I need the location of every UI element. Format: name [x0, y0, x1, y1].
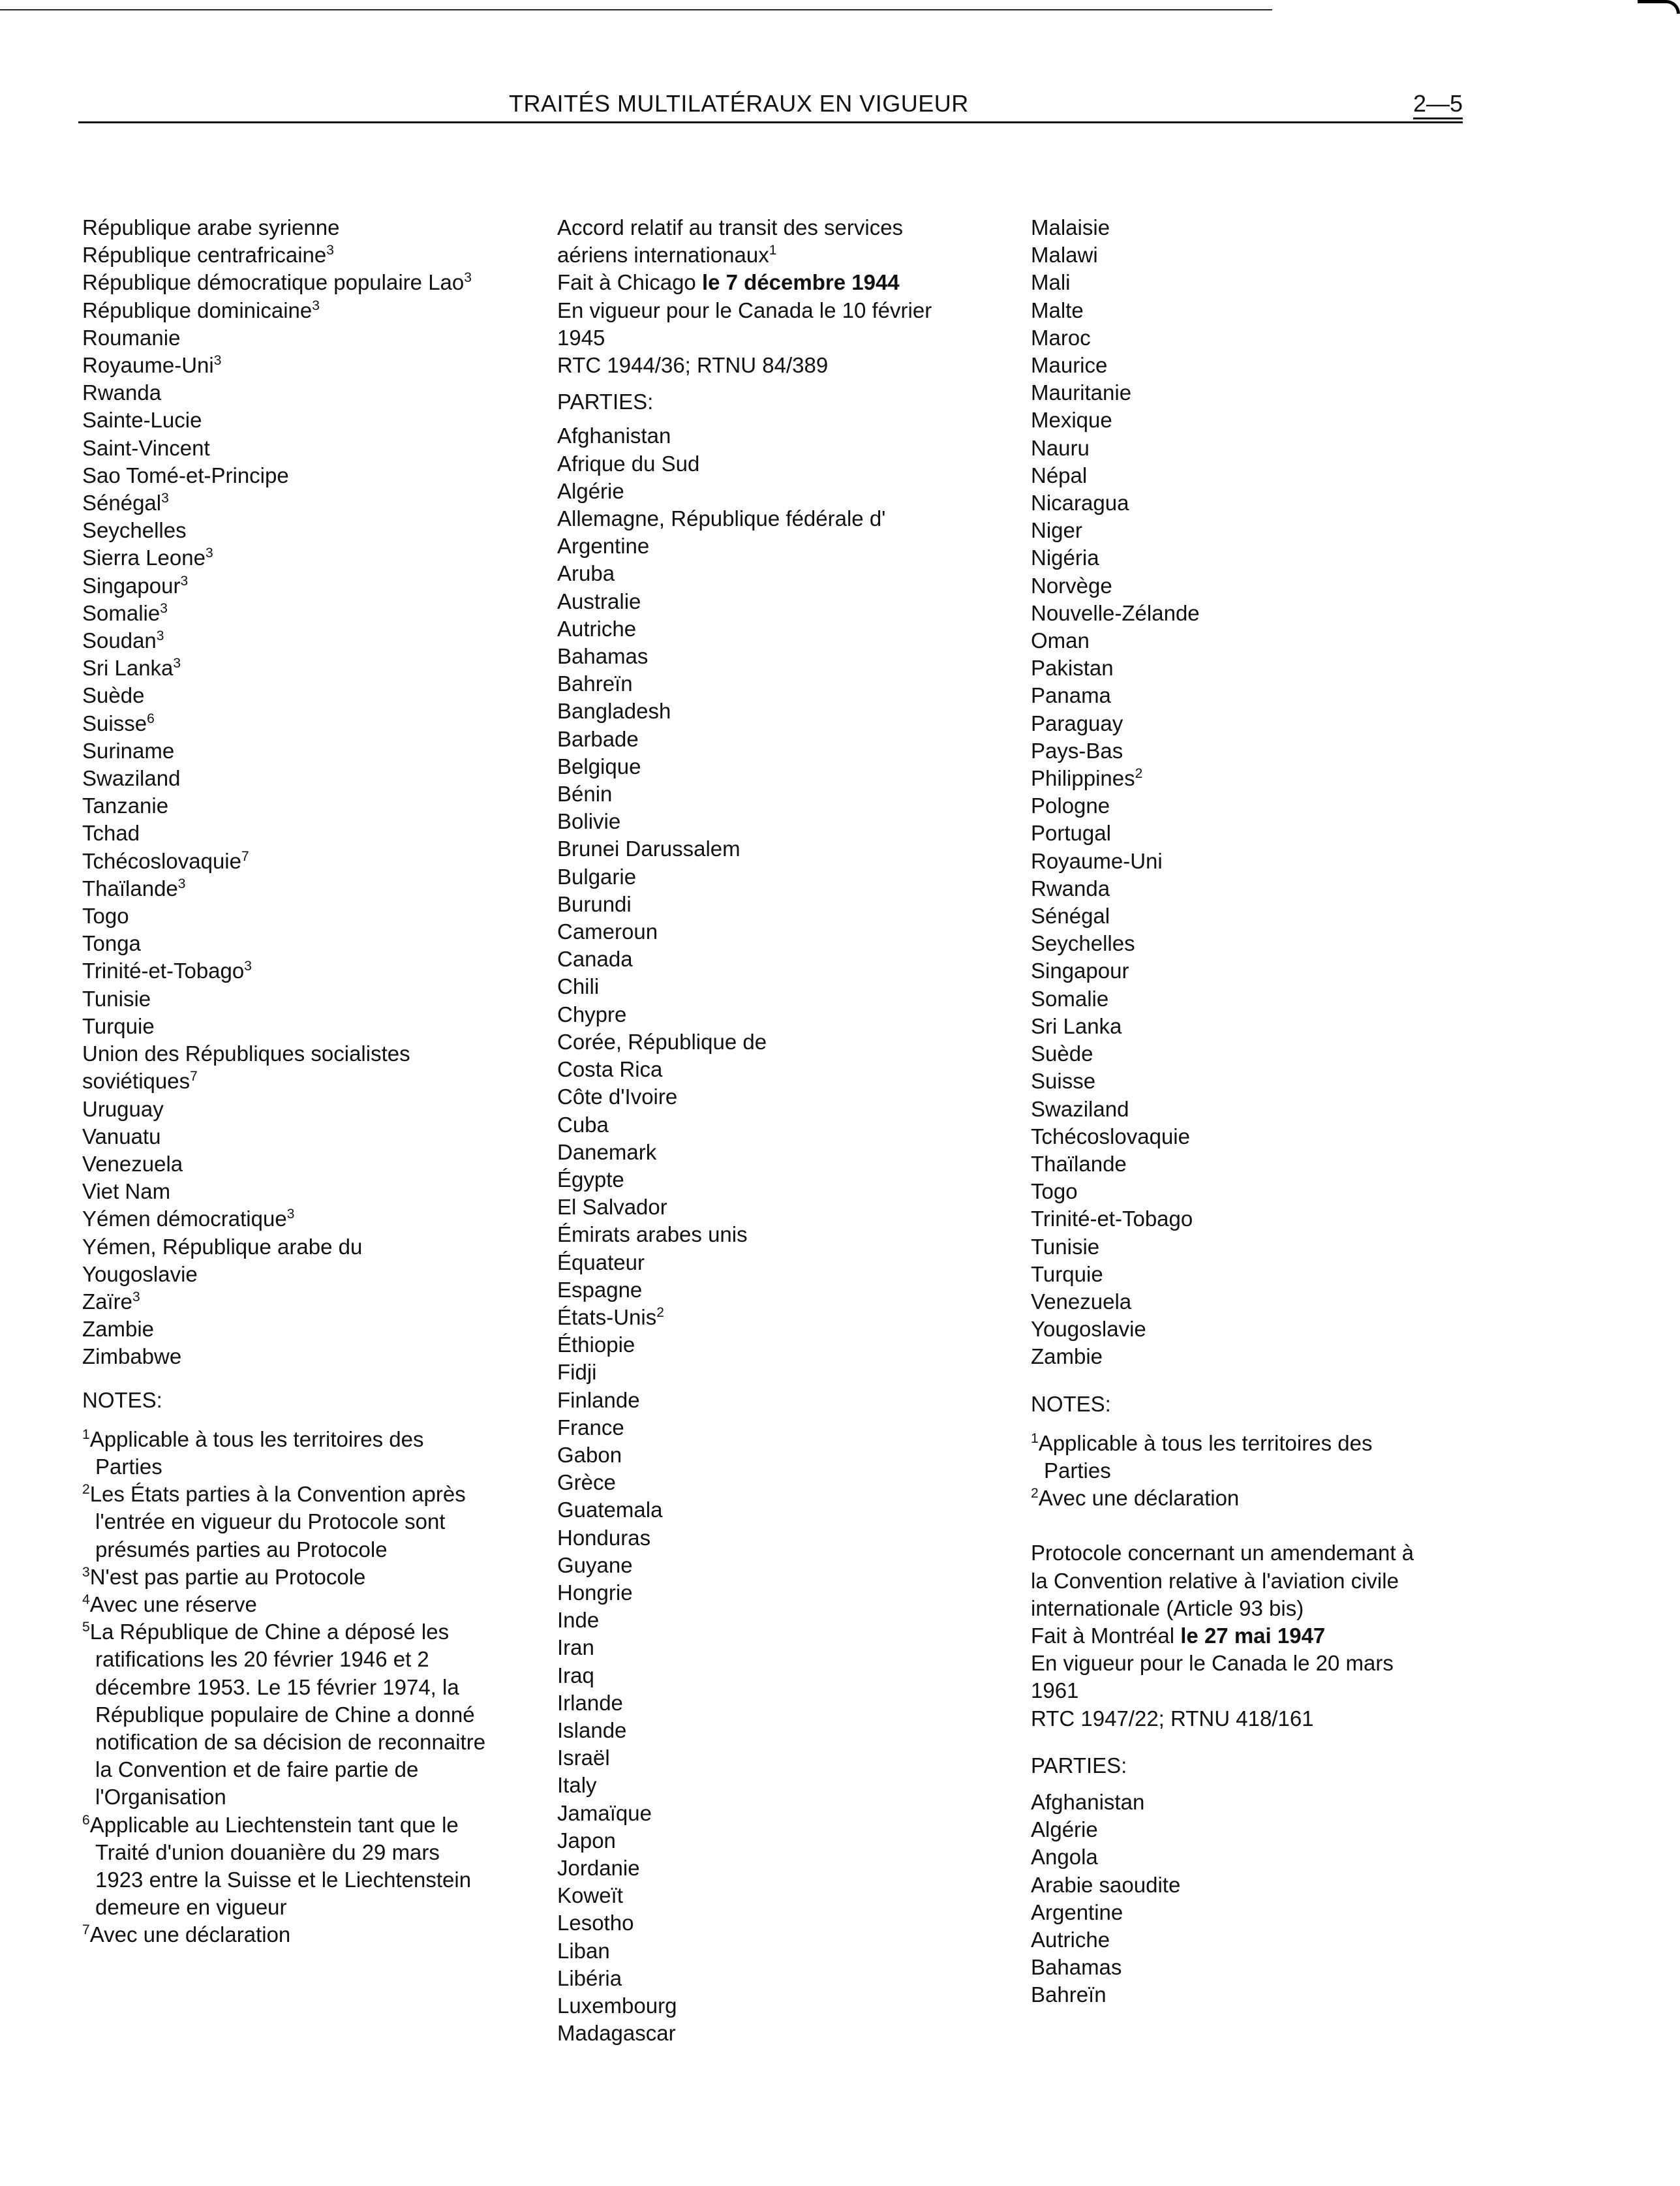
protocol-title: Protocole concernant un amendemant à [1031, 1541, 1414, 1565]
party-item: Inde [557, 1608, 600, 1633]
notes-left [82, 1426, 539, 1949]
footnote-line: Parties [1044, 1458, 1111, 1483]
party-item: Yougoslavie [1031, 1317, 1146, 1342]
party-item: Bahreïn [1031, 1982, 1107, 2007]
party-item: Lesotho [557, 1911, 634, 1935]
party-item: Portugal [1031, 821, 1111, 846]
footnote-line: $^3$N'est pas partie au Protocole [82, 1564, 366, 1589]
party-list-left [82, 214, 539, 1371]
party-item: Sri Lanka$^3$ [82, 656, 181, 681]
party-item: Soudan$^3$ [82, 628, 164, 653]
party-item: République centrafricaine$^3$ [82, 243, 334, 268]
party-item: Canada [557, 947, 633, 972]
party-item: Somalie$^3$ [82, 600, 168, 625]
party-list-middle [557, 422, 1014, 2047]
party-item: Danemark [557, 1139, 657, 1164]
party-item: Mauritanie [1031, 380, 1132, 405]
party-item: Nigéria [1031, 546, 1099, 570]
party-item: Afghanistan [557, 423, 671, 448]
party-item: Niger [1031, 518, 1082, 543]
party-item: Yémen, République arabe du [82, 1234, 363, 1259]
protocol-party-list [1031, 1789, 1488, 2009]
party-item: Algérie [1031, 1817, 1098, 1842]
party-item: Togo [82, 904, 129, 929]
party-item: Uruguay [82, 1096, 164, 1121]
protocol-title-cont2: internationale (Article 93 bis) [1031, 1595, 1304, 1620]
footnote-line: présumés parties au Protocole [95, 1537, 388, 1562]
footnote-line: $^2$Les États parties à la Convention après [82, 1482, 466, 1507]
party-item: Égypte [557, 1167, 624, 1192]
party-item: Nauru [1031, 435, 1090, 460]
party-item: Brunei Darussalem [557, 837, 741, 861]
party-item: Algérie [557, 478, 624, 503]
footnote-line: $^2$Avec une déclaration [1031, 1486, 1240, 1511]
party-item: Tonga [82, 931, 141, 956]
party-item: Union des Républiques socialistes [82, 1041, 410, 1066]
party-item: Zimbabwe [82, 1344, 182, 1369]
party-item: Thaïlande$^3$ [82, 876, 186, 901]
party-item: Israël [557, 1746, 610, 1770]
footnote-line: décembre 1953. Le 15 février 1974, la [95, 1674, 459, 1699]
party-item: Tchad [82, 821, 140, 846]
party-item: Philippines$^2$ [1031, 766, 1143, 791]
column-middle [557, 214, 1014, 2047]
party-item: Cameroun [557, 919, 658, 944]
party-item: Tunisie [1031, 1234, 1100, 1259]
party-item: Togo [1031, 1179, 1078, 1204]
party-item: Finlande [557, 1387, 640, 1412]
protocol-title-cont: la Convention relative à l'aviation civile [1031, 1568, 1399, 1593]
footnote-line: $^5$La République de Chine a déposé les [82, 1620, 450, 1644]
party-item: Malte [1031, 298, 1084, 322]
party-item: Costa Rica [557, 1057, 663, 1082]
party-item: Pakistan [1031, 656, 1114, 681]
page-title: TRAITÉS MULTILATÉRAUX EN VIGUEUR [509, 90, 969, 117]
party-item: soviétiques$^7$ [82, 1069, 198, 1094]
party-item: El Salvador [557, 1195, 667, 1220]
party-item: Sao Tomé-et-Principe [82, 463, 289, 487]
party-item: Honduras [557, 1525, 651, 1550]
party-item: Allemagne, République fédérale d' [557, 506, 886, 531]
protocol-in-force: En vigueur pour le Canada le 20 mars [1031, 1651, 1394, 1676]
party-item: Sierra Leone$^3$ [82, 546, 213, 570]
party-item: Afrique du Sud [557, 451, 700, 476]
treaty-in-force-year: 1945 [557, 325, 605, 350]
footnote-line: ratifications les 20 février 1946 et 2 [95, 1647, 429, 1672]
party-item: Guyane [557, 1552, 633, 1577]
party-item: Bolivie [557, 809, 621, 834]
footnote-line: demeure en vigueur [95, 1895, 287, 1920]
footnote-line: la Convention et de faire partie de [95, 1757, 419, 1782]
party-list-right [1031, 214, 1488, 1371]
page-number: 2—5 [1413, 90, 1463, 119]
treaty-title: Accord relatif au transit des services [557, 215, 904, 239]
party-item: Australie [557, 589, 641, 613]
party-item: Tanzanie [82, 793, 169, 818]
party-item: Autriche [1031, 1927, 1110, 1952]
party-item: Afghanistan [1031, 1789, 1145, 1814]
party-item: Trinité-et-Tobago [1031, 1207, 1193, 1231]
treaty-title-cont: aériens internationaux$^1$ [557, 243, 777, 268]
treaty-done: Fait à Chicago le 7 décembre 1944 [557, 270, 900, 295]
party-item: Guatemala [557, 1498, 663, 1522]
party-item: Jordanie [557, 1855, 640, 1880]
footnote-line: l'Organisation [95, 1785, 226, 1809]
party-item: Mali [1031, 270, 1071, 295]
protocol-done: Fait à Montréal le 27 mai 1947 [1031, 1623, 1326, 1648]
party-item: Malawi [1031, 243, 1098, 268]
party-item: Argentine [1031, 1900, 1123, 1924]
top-scan-line [0, 9, 1272, 10]
party-item: Rwanda [1031, 876, 1110, 901]
party-item: Équateur [557, 1250, 645, 1274]
party-item: Luxembourg [557, 1994, 677, 2018]
party-item: Singapour$^3$ [82, 573, 189, 598]
party-item: Yougoslavie [82, 1261, 198, 1286]
party-item: Vanuatu [82, 1124, 161, 1148]
party-item: Bulgarie [557, 864, 637, 889]
party-item: Chypre [557, 1002, 627, 1026]
party-item: Aruba [557, 561, 615, 586]
party-item: Pologne [1031, 793, 1110, 818]
party-item: Gabon [557, 1442, 622, 1467]
party-item: Bahamas [1031, 1955, 1122, 1980]
party-item: Zambie [1031, 1344, 1103, 1369]
party-item: Espagne [557, 1277, 643, 1302]
party-item: Koweït [557, 1883, 623, 1908]
party-item: Tchécoslovaquie$^7$ [82, 848, 249, 873]
party-item: Swaziland [1031, 1096, 1129, 1121]
party-item: Népal [1031, 463, 1088, 487]
footnote-line: $^1$Applicable à tous les territoires des [82, 1426, 424, 1451]
party-item: Seychelles [1031, 931, 1135, 956]
party-item: Venezuela [82, 1151, 183, 1176]
party-item: Iraq [557, 1663, 594, 1687]
party-item: Tunisie [82, 986, 151, 1011]
party-item: Trinité-et-Tobago$^3$ [82, 959, 252, 983]
parties-heading-right: PARTIES: [1031, 1753, 1127, 1778]
party-item: Panama [1031, 683, 1111, 708]
party-item: Suède [82, 683, 145, 708]
page-header [78, 86, 1463, 123]
footnote-line: Traité d'union douanière du 29 mars [95, 1840, 440, 1864]
party-item: Autriche [557, 616, 637, 641]
party-item: France [557, 1415, 624, 1439]
party-item: Suède [1031, 1041, 1093, 1066]
party-item: Belgique [557, 754, 641, 778]
party-item: Roumanie [82, 325, 181, 350]
party-item: Burundi [557, 891, 632, 916]
footnote-line: l'entrée en vigueur du Protocole sont [95, 1509, 446, 1534]
party-item: Émirats arabes unis [557, 1222, 748, 1247]
footnote-line: $^6$Applicable au Liechtenstein tant que le [82, 1812, 459, 1837]
party-item: Turquie [1031, 1261, 1103, 1286]
party-item: Tchécoslovaquie [1031, 1124, 1190, 1148]
party-item: Suisse [1031, 1069, 1096, 1094]
party-item: Singapour [1031, 959, 1129, 983]
party-item: Sainte-Lucie [82, 408, 202, 433]
footnote-line: Parties [95, 1454, 162, 1479]
notes-heading: NOTES: [82, 1387, 162, 1412]
footnote-line: République populaire de Chine a donné [95, 1702, 475, 1727]
party-item: Jamaïque [557, 1800, 652, 1825]
party-item: Malaisie [1031, 215, 1110, 239]
footnote-line: $^7$Avec une déclaration [82, 1922, 291, 1947]
party-item: Rwanda [82, 380, 162, 405]
party-item: Bahamas [557, 644, 649, 669]
party-item: Côte d'Ivoire [557, 1085, 678, 1109]
party-item: République dominicaine$^3$ [82, 298, 320, 322]
party-item: Saint-Vincent [82, 435, 210, 460]
party-item: Chili [557, 974, 600, 999]
party-item: Oman [1031, 628, 1090, 653]
column-right [1031, 214, 1488, 2009]
party-item: Cuba [557, 1112, 609, 1137]
party-item: République arabe syrienne [82, 215, 340, 239]
footnote-line: notification de sa décision de reconnaitre [95, 1729, 486, 1754]
party-item: Irlande [557, 1690, 623, 1715]
notes-heading-right: NOTES: [1031, 1391, 1111, 1416]
party-item: Suisse$^6$ [82, 711, 155, 735]
party-item: Grèce [557, 1470, 616, 1495]
party-item: Venezuela [1031, 1289, 1132, 1314]
party-item: Paraguay [1031, 711, 1123, 735]
party-item: Nicaragua [1031, 491, 1129, 516]
protocol-in-force-year: 1961 [1031, 1678, 1079, 1703]
footnote-line: $^1$Applicable à tous les territoires des [1031, 1430, 1373, 1455]
party-item: Seychelles [82, 518, 187, 543]
party-item: Liban [557, 1938, 610, 1963]
party-item: Argentine [557, 534, 650, 559]
party-item: Royaume-Uni [1031, 848, 1163, 873]
column-left [82, 214, 539, 1949]
party-item: Zaïre$^3$ [82, 1289, 140, 1314]
party-item: Éthiopie [557, 1332, 635, 1357]
party-item: Turquie [82, 1013, 155, 1038]
protocol-refs: RTC 1947/22; RTNU 418/161 [1031, 1706, 1314, 1731]
party-item: Bénin [557, 782, 613, 807]
treaty-in-force: En vigueur pour le Canada le 10 février [557, 298, 932, 322]
party-item: Islande [557, 1717, 627, 1742]
party-item: Norvège [1031, 573, 1112, 598]
party-item: Hongrie [557, 1580, 633, 1605]
party-item: Sénégal$^3$ [82, 491, 169, 516]
party-item: Japon [557, 1828, 616, 1853]
notes-right [1031, 1430, 1488, 1513]
party-item: République démocratique populaire Lao$^3$ [82, 270, 472, 295]
parties-heading: PARTIES: [557, 390, 654, 414]
party-item: Fidji [557, 1360, 597, 1385]
party-item: Royaume-Uni$^3$ [82, 353, 222, 378]
party-item: Nouvelle-Zélande [1031, 600, 1200, 625]
party-item: Maurice [1031, 353, 1108, 378]
party-item: Suriname [82, 738, 175, 763]
party-item: Viet Nam [82, 1179, 171, 1204]
party-item: Mexique [1031, 408, 1112, 433]
party-item: Somalie [1031, 986, 1109, 1011]
party-item: Corée, République de [557, 1029, 767, 1054]
party-item: Arabie saoudite [1031, 1872, 1181, 1897]
party-item: Italy [557, 1773, 597, 1798]
corner-mark [1638, 0, 1680, 14]
party-item: Madagascar [557, 2021, 676, 2046]
party-item: Zambie [82, 1317, 155, 1342]
party-item: Angola [1031, 1845, 1098, 1870]
party-item: États-Unis$^2$ [557, 1304, 664, 1329]
party-item: Swaziland [82, 766, 181, 791]
party-item: Iran [557, 1635, 594, 1660]
party-item: Sénégal [1031, 904, 1110, 929]
party-item: Bahreïn [557, 671, 633, 696]
party-item: Sri Lanka [1031, 1013, 1122, 1038]
party-item: Maroc [1031, 325, 1091, 350]
party-item: Thaïlande [1031, 1151, 1127, 1176]
party-item: Yémen démocratique$^3$ [82, 1207, 295, 1231]
footnote-line: 1923 entre la Suisse et le Liechtenstein [95, 1867, 472, 1892]
party-item: Bangladesh [557, 699, 671, 724]
party-item: Pays-Bas [1031, 738, 1123, 763]
party-item: Barbade [557, 726, 639, 751]
party-item: Libéria [557, 1965, 622, 1990]
treaty-refs: RTC 1944/36; RTNU 84/389 [557, 353, 829, 378]
footnote-line: $^4$Avec une réserve [82, 1592, 257, 1616]
